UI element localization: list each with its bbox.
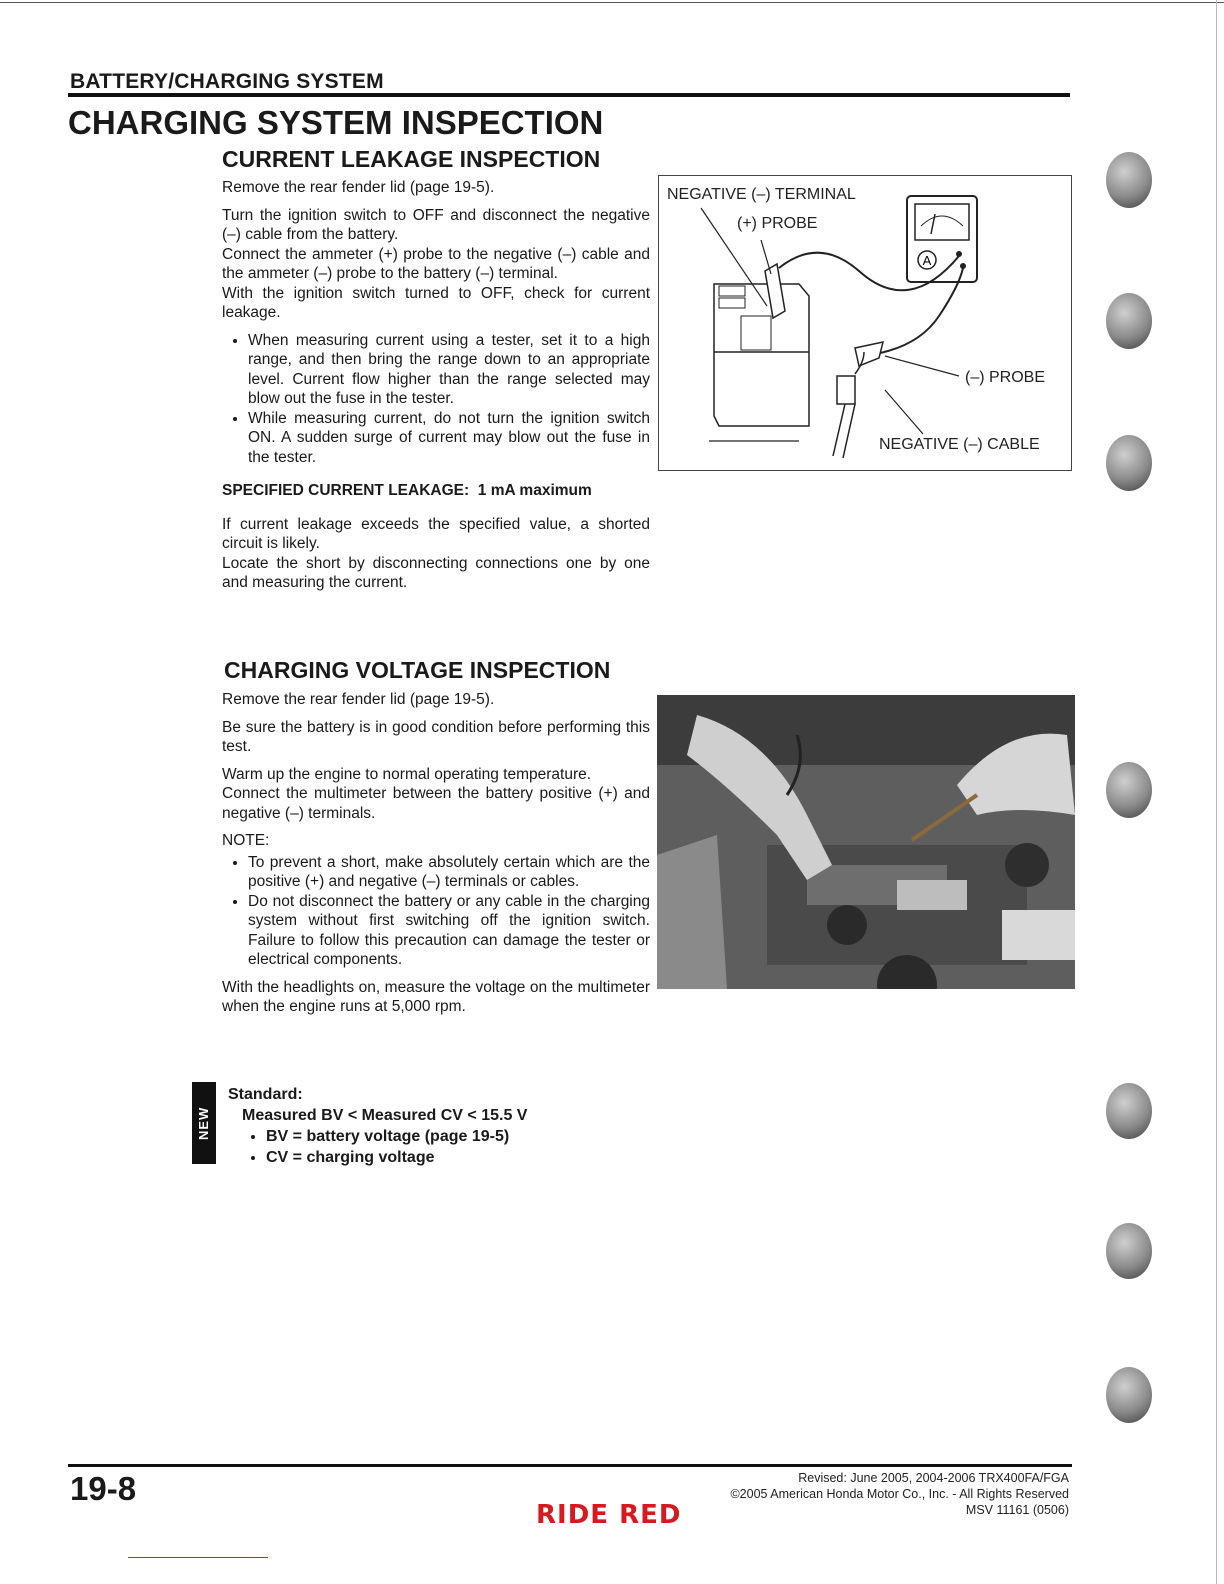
meter-symbol: A bbox=[922, 253, 932, 268]
list-item: • CV = charging voltage bbox=[266, 1147, 527, 1168]
leakage-spec bbox=[222, 481, 650, 501]
voltage-p1: Remove the rear fender lid (page 19-5). bbox=[222, 691, 495, 708]
voltage-p4: Connect the multimeter between the battery positive (+) and negative (–) terminals. bbox=[222, 785, 650, 822]
leakage-p2: Turn the ignition switch to OFF and disconnect the negative (–) cable from the battery. bbox=[222, 206, 650, 243]
voltage-bullet-list bbox=[222, 853, 650, 970]
brand-logo: RIDE RED bbox=[536, 1500, 682, 1530]
footer-rule bbox=[68, 1464, 1072, 1467]
voltage-text-column bbox=[222, 690, 650, 1025]
footer-info bbox=[730, 1470, 1069, 1518]
binder-hole bbox=[1106, 1367, 1152, 1423]
bottom-link-line bbox=[128, 1557, 268, 1558]
leakage-text-column bbox=[222, 178, 650, 601]
header-rule bbox=[68, 93, 1070, 97]
binder-hole bbox=[1106, 152, 1152, 208]
voltage-p2: Be sure the battery is in good condition before performing this test. bbox=[222, 718, 650, 755]
voltage-heading: CHARGING VOLTAGE INSPECTION bbox=[224, 657, 611, 683]
leakage-p3: Connect the ammeter (+) probe to the negative (–) cable and the ammeter (–) probe to the battery (–) terminal. bbox=[222, 245, 650, 282]
binder-hole bbox=[1106, 1083, 1152, 1139]
label-negative-cable: NEGATIVE (–) CABLE bbox=[879, 436, 1040, 453]
leakage-p1: Remove the rear fender lid (page 19-5). bbox=[222, 179, 495, 196]
note-label: NOTE: bbox=[222, 832, 270, 849]
footer-msv: MSV 11161 (0506) bbox=[965, 1503, 1069, 1517]
page-number: 19-8 bbox=[70, 1470, 137, 1507]
leakage-p5: If current leakage exceeds the specified value, a shorted circuit is likely. bbox=[222, 515, 650, 552]
list-item: • When measuring current using a tester, set it to a high range, and then bring the range down to an appropriate level. Current flow higher than the range selected may blow out the fuse in the tester. bbox=[248, 331, 650, 409]
binder-hole bbox=[1106, 762, 1152, 818]
voltage-p3: Warm up the engine to normal operating temperature. bbox=[222, 765, 592, 783]
spec-value: 1 mA maximum bbox=[477, 482, 592, 499]
standard-block bbox=[228, 1084, 527, 1168]
label-negative-probe: (–) PROBE bbox=[965, 369, 1046, 386]
leakage-bullet-list bbox=[222, 331, 650, 468]
battery-photo bbox=[657, 695, 1075, 989]
standard-formula: Measured BV < Measured CV < 15.5 V bbox=[242, 1107, 528, 1124]
binder-hole bbox=[1106, 1223, 1152, 1279]
list-item: • To prevent a short, make absolutely certain which are the positive (+) and negative (–) terminals or cables. bbox=[248, 853, 650, 892]
top-border-line bbox=[0, 2, 1224, 3]
new-tag-label: NEW bbox=[196, 1106, 211, 1140]
diagram-illustration bbox=[659, 176, 1071, 470]
page-title: CHARGING SYSTEM INSPECTION bbox=[68, 104, 604, 141]
standard-definitions bbox=[228, 1126, 527, 1168]
footer-copyright: ©2005 American Honda Motor Co., Inc. - All Rights Reserved bbox=[730, 1487, 1069, 1501]
right-edge-line bbox=[1216, 0, 1217, 1584]
binder-hole bbox=[1106, 293, 1152, 349]
list-item: • BV = battery voltage (page 19-5) bbox=[266, 1126, 527, 1147]
label-positive-probe: (+) PROBE bbox=[737, 215, 818, 232]
leakage-p4: With the ignition switch turned to OFF, check for current leakage. bbox=[222, 284, 650, 321]
spec-label: SPECIFIED CURRENT LEAKAGE: bbox=[222, 482, 470, 499]
section-header: BATTERY/CHARGING SYSTEM bbox=[70, 70, 384, 93]
binder-hole bbox=[1106, 435, 1152, 491]
list-item: • While measuring current, do not turn the ignition switch ON. A sudden surge of current may blow out the fuse in the tester. bbox=[248, 409, 650, 468]
new-tag bbox=[192, 1082, 216, 1164]
voltage-p5: With the headlights on, measure the voltage on the multimeter when the engine runs at 5,000 rpm. bbox=[222, 978, 650, 1015]
label-negative-terminal: NEGATIVE (–) TERMINAL bbox=[667, 186, 856, 203]
ammeter-diagram bbox=[658, 175, 1072, 471]
list-item: • Do not disconnect the battery or any cable in the charging system without first switching off the ignition switch. Failure to follow this precaution can damage the tester or electrical components. bbox=[248, 892, 650, 970]
footer-revised: Revised: June 2005, 2004-2006 TRX400FA/FGA bbox=[798, 1471, 1069, 1485]
standard-label: Standard: bbox=[228, 1086, 303, 1103]
leakage-heading: CURRENT LEAKAGE INSPECTION bbox=[222, 146, 601, 172]
battery-photo-illustration bbox=[657, 695, 1075, 989]
leakage-p6: Locate the short by disconnecting connections one by one and measuring the current. bbox=[222, 554, 650, 591]
